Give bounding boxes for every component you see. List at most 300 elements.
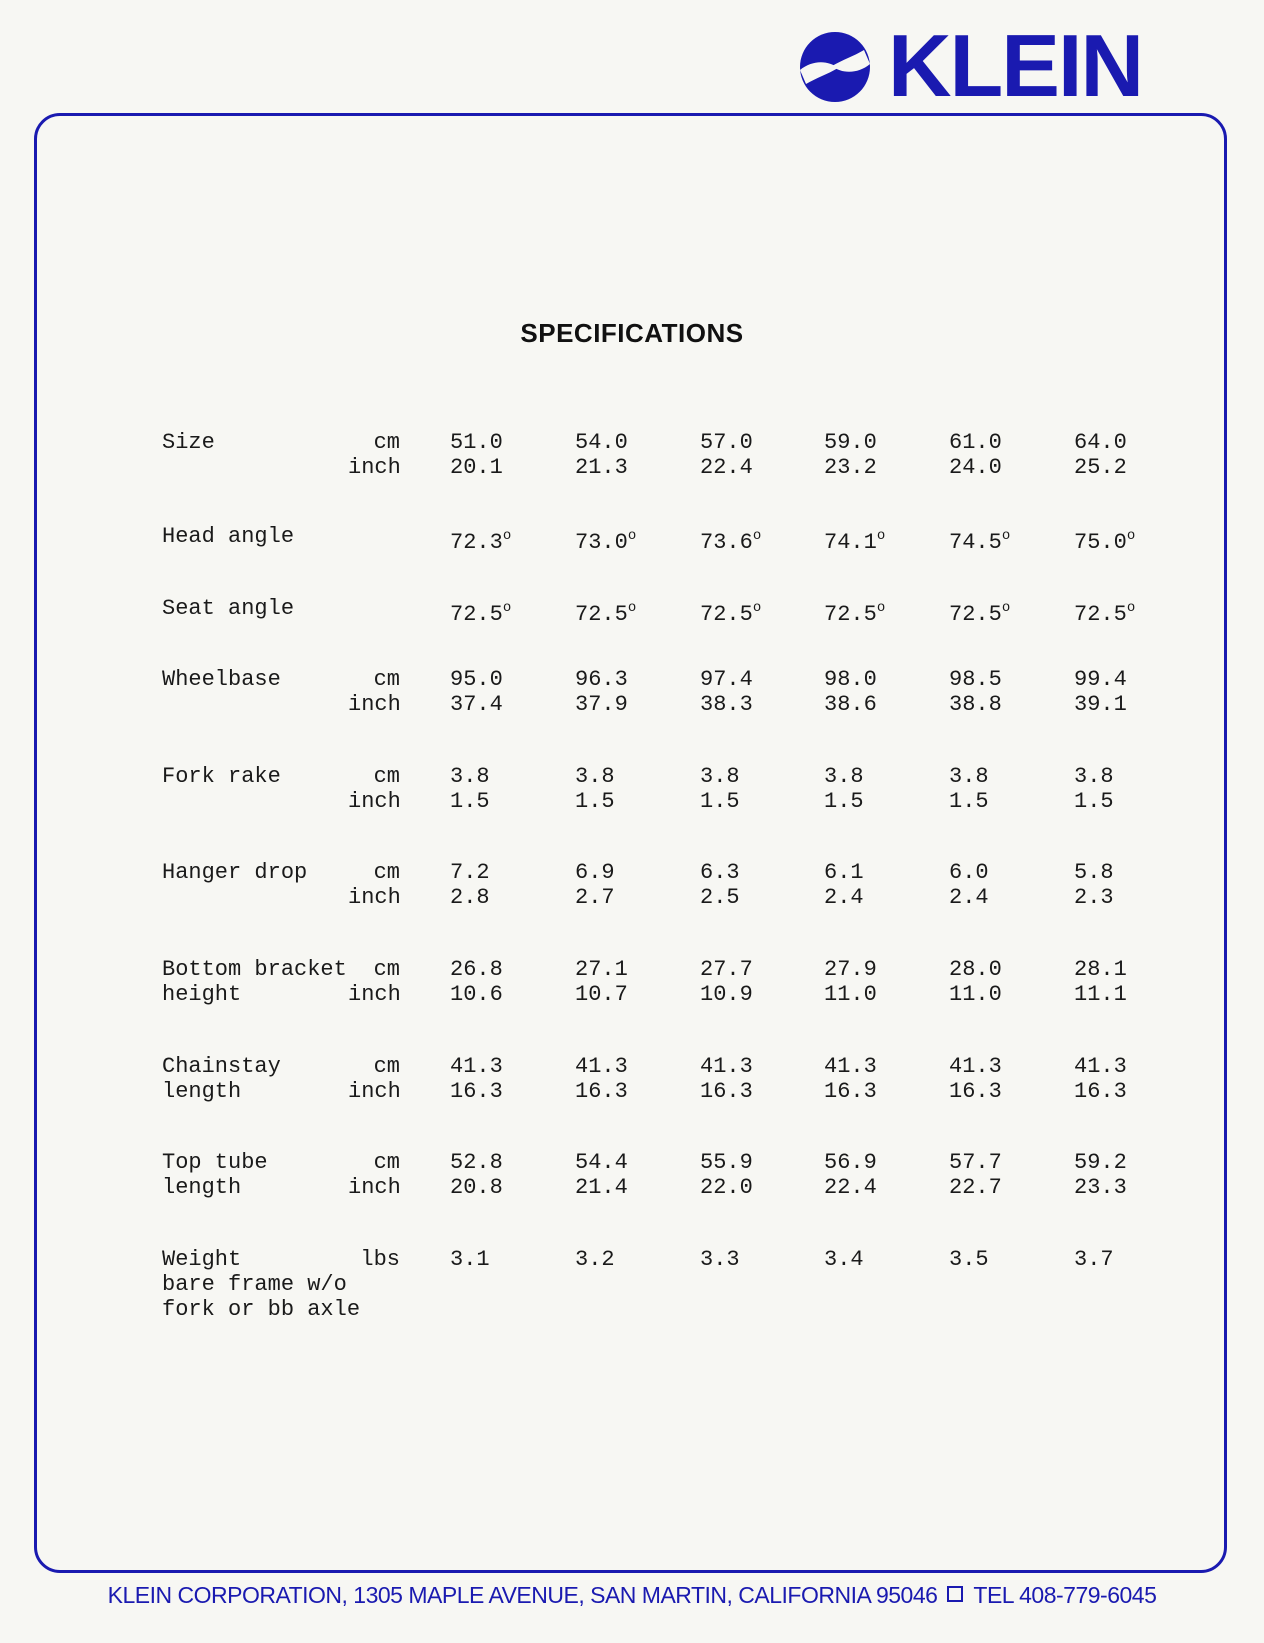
spec-value-number: 3.8	[1074, 764, 1114, 789]
spec-label	[162, 524, 294, 549]
spec-value-number: 97.4	[700, 667, 753, 692]
spec-value	[450, 885, 490, 910]
degree-mark: o	[752, 600, 762, 616]
spec-value-cell	[575, 430, 628, 480]
spec-value-number: 61.0	[949, 430, 1002, 455]
spec-value-number: 2.3	[1074, 885, 1114, 910]
spec-value-number: 38.8	[949, 692, 1002, 717]
spec-value	[700, 957, 753, 982]
klein-swirl-logo-icon	[798, 30, 872, 104]
spec-value	[700, 524, 761, 555]
spec-value	[824, 885, 864, 910]
spec-value-cell	[824, 764, 864, 814]
spec-value-cell	[1074, 957, 1127, 1007]
spec-value-number: 2.4	[949, 885, 989, 910]
spec-value	[1074, 430, 1127, 455]
spec-value-number: 72.5	[1074, 602, 1127, 627]
spec-value-cell	[949, 667, 1002, 717]
spec-value-number: 24.0	[949, 455, 1002, 480]
spec-value	[450, 860, 490, 885]
spec-value-cell	[824, 1150, 877, 1200]
spec-value	[575, 789, 615, 814]
spec-label	[162, 1054, 281, 1104]
spec-value	[450, 764, 490, 789]
spec-value	[700, 1247, 740, 1272]
spec-value-number: 22.7	[949, 1175, 1002, 1200]
spec-units	[348, 764, 400, 814]
spec-value-number: 41.3	[450, 1054, 503, 1079]
spec-value-number: 56.9	[824, 1150, 877, 1175]
spec-value	[575, 885, 615, 910]
spec-value-number: 16.3	[450, 1079, 503, 1104]
spec-value	[450, 1054, 503, 1079]
spec-unit: cm	[373, 1150, 400, 1175]
spec-value-number: 16.3	[575, 1079, 628, 1104]
spec-value-number: 3.3	[700, 1247, 740, 1272]
spec-value	[824, 524, 885, 555]
spec-value	[700, 860, 740, 885]
spec-unit: inch	[348, 982, 401, 1007]
spec-value-number: 3.2	[575, 1247, 615, 1272]
spec-value	[949, 1175, 1002, 1200]
spec-value-cell	[700, 764, 740, 814]
spec-units	[348, 957, 400, 1007]
spec-label-line: Chainstay	[162, 1054, 281, 1079]
spec-value	[824, 667, 877, 692]
spec-label	[162, 596, 294, 621]
spec-value-number: 1.5	[700, 789, 740, 814]
spec-value	[450, 455, 503, 480]
spec-value	[575, 1247, 615, 1272]
spec-value	[949, 1079, 1002, 1104]
spec-value-number: 22.0	[700, 1175, 753, 1200]
spec-value-number: 3.8	[824, 764, 864, 789]
spec-value-number: 95.0	[450, 667, 503, 692]
spec-value	[575, 692, 628, 717]
spec-value-cell	[450, 667, 503, 717]
spec-value-cell	[949, 1150, 1002, 1200]
spec-label-line: Fork rake	[162, 764, 281, 789]
spec-value	[1074, 860, 1114, 885]
spec-unit: inch	[348, 455, 401, 480]
spec-value-cell	[1074, 1150, 1127, 1200]
spec-value-cell	[575, 596, 636, 627]
spec-value-number: 6.3	[700, 860, 740, 885]
spec-value-number: 16.3	[700, 1079, 753, 1104]
spec-value-number: 72.5	[575, 602, 628, 627]
spec-value-cell	[700, 667, 753, 717]
spec-value	[450, 430, 503, 455]
degree-mark: o	[876, 600, 886, 616]
spec-value-number: 41.3	[575, 1054, 628, 1079]
spec-value	[700, 455, 753, 480]
spec-value-number: 1.5	[450, 789, 490, 814]
spec-value-number: 7.2	[450, 860, 490, 885]
spec-value-cell	[700, 1247, 740, 1272]
spec-value	[1074, 789, 1114, 814]
spec-value	[700, 692, 753, 717]
spec-label-line: height	[162, 982, 242, 1007]
spec-value-number: 98.0	[824, 667, 877, 692]
spec-value-cell	[824, 957, 877, 1007]
spec-value	[824, 430, 877, 455]
spec-value	[575, 957, 628, 982]
spec-value	[575, 596, 636, 627]
spec-value	[949, 764, 989, 789]
spec-label-line: Bottom bracket	[162, 957, 347, 982]
spec-value	[824, 1079, 877, 1104]
spec-value	[450, 982, 503, 1007]
spec-label-line: length	[162, 1175, 242, 1200]
spec-unit: inch	[348, 885, 401, 910]
spec-label-line: Seat angle	[162, 596, 295, 621]
spec-value	[1074, 957, 1127, 982]
spec-label	[162, 764, 281, 789]
spec-value	[450, 1150, 503, 1175]
spec-value-cell	[949, 1054, 1002, 1104]
spec-value-cell	[575, 1247, 615, 1272]
spec-value-number: 11.0	[949, 982, 1002, 1007]
spec-value	[824, 1247, 864, 1272]
spec-value	[450, 1175, 503, 1200]
spec-label-line: Top tube	[162, 1150, 268, 1175]
spec-value	[949, 455, 1002, 480]
spec-value	[575, 455, 628, 480]
spec-value-number: 27.7	[700, 957, 753, 982]
spec-value-number: 72.5	[450, 602, 503, 627]
spec-unit: inch	[348, 692, 401, 717]
spec-value-cell	[575, 764, 615, 814]
spec-value-cell	[949, 430, 1002, 480]
spec-value-cell	[1074, 1247, 1114, 1272]
spec-value-number: 3.8	[575, 764, 615, 789]
spec-value-number: 3.5	[949, 1247, 989, 1272]
footer	[0, 1582, 1264, 1609]
spec-value	[575, 667, 628, 692]
spec-value-number: 23.2	[824, 455, 877, 480]
spec-value-number: 54.0	[575, 430, 628, 455]
spec-value	[949, 860, 989, 885]
spec-value-number: 22.4	[700, 455, 753, 480]
spec-units	[348, 667, 400, 717]
spec-value-number: 98.5	[949, 667, 1002, 692]
spec-value	[949, 1247, 989, 1272]
spec-value	[1074, 455, 1127, 480]
spec-value-cell	[824, 860, 864, 910]
spec-value	[700, 885, 740, 910]
spec-value	[949, 1150, 1002, 1175]
spec-value-number: 1.5	[949, 789, 989, 814]
spec-value	[450, 957, 503, 982]
spec-value-number: 10.6	[450, 982, 503, 1007]
spec-value-number: 22.4	[824, 1175, 877, 1200]
spec-value-number: 73.6	[700, 530, 753, 555]
spec-value-cell	[949, 524, 1010, 555]
spec-value-cell	[949, 596, 1010, 627]
spec-label	[162, 667, 281, 692]
spec-unit: lbs	[360, 1247, 400, 1272]
spec-value-number: 6.9	[575, 860, 615, 885]
spec-value	[450, 667, 503, 692]
spec-value	[1074, 1247, 1114, 1272]
spec-value-number: 38.6	[824, 692, 877, 717]
spec-value-cell	[575, 957, 628, 1007]
spec-value-number: 10.9	[700, 982, 753, 1007]
spec-label-line: Hanger drop	[162, 860, 308, 885]
spec-value	[824, 692, 877, 717]
spec-value	[575, 1079, 628, 1104]
spec-value-number: 72.5	[700, 602, 753, 627]
spec-label	[162, 1150, 268, 1200]
spec-value	[700, 1079, 753, 1104]
spec-value	[1074, 692, 1127, 717]
spec-label-line: Wheelbase	[162, 667, 281, 692]
spec-value	[824, 860, 864, 885]
degree-mark: o	[752, 528, 762, 544]
spec-value	[575, 1150, 628, 1175]
spec-label-line: fork or bb axle	[162, 1297, 361, 1322]
spec-value	[1074, 596, 1135, 627]
degree-mark: o	[627, 528, 637, 544]
footer-address: KLEIN CORPORATION, 1305 MAPLE AVENUE, SAN MARTIN, CALIFORNIA 95046	[107, 1582, 938, 1608]
spec-label	[162, 957, 347, 1007]
spec-value-cell	[450, 524, 511, 555]
spec-value-cell	[575, 667, 628, 717]
spec-value	[575, 430, 628, 455]
spec-value-cell	[450, 596, 511, 627]
spec-units	[348, 1150, 400, 1200]
spec-value-number: 28.1	[1074, 957, 1127, 982]
spec-value	[1074, 982, 1127, 1007]
spec-value	[949, 667, 1002, 692]
spec-value-cell	[824, 596, 885, 627]
spec-value-number: 99.4	[1074, 667, 1127, 692]
spec-value-number: 1.5	[824, 789, 864, 814]
spec-value-cell	[575, 524, 636, 555]
spec-value-cell	[949, 957, 1002, 1007]
spec-value	[949, 692, 1002, 717]
spec-value-number: 3.8	[700, 764, 740, 789]
spec-value	[700, 789, 740, 814]
degree-mark: o	[1001, 528, 1011, 544]
spec-value-number: 21.3	[575, 455, 628, 480]
spec-value	[824, 789, 864, 814]
spec-value-number: 26.8	[450, 957, 503, 982]
spec-value	[1074, 1054, 1127, 1079]
spec-value-cell	[824, 1054, 877, 1104]
spec-value-number: 16.3	[949, 1079, 1002, 1104]
spec-value-number: 25.2	[1074, 455, 1127, 480]
spec-value-number: 28.0	[949, 957, 1002, 982]
spec-value-number: 6.0	[949, 860, 989, 885]
spec-value-cell	[700, 957, 753, 1007]
spec-value	[949, 982, 1002, 1007]
spec-label-line: Head angle	[162, 524, 295, 549]
spec-value	[949, 789, 989, 814]
spec-value-cell	[1074, 1054, 1127, 1104]
spec-value-cell	[1074, 430, 1127, 480]
spec-value-number: 72.5	[949, 602, 1002, 627]
spec-value-number: 11.1	[1074, 982, 1127, 1007]
spec-value-cell	[700, 860, 740, 910]
spec-value	[575, 1175, 628, 1200]
spec-value	[824, 455, 877, 480]
spec-value-cell	[1074, 764, 1114, 814]
spec-value	[450, 524, 511, 555]
spec-value-cell	[949, 764, 989, 814]
spec-value	[700, 430, 753, 455]
spec-value-cell	[1074, 667, 1127, 717]
spec-value-number: 16.3	[824, 1079, 877, 1104]
spec-value-cell	[949, 1247, 989, 1272]
spec-value-number: 59.2	[1074, 1150, 1127, 1175]
spec-value-cell	[450, 430, 503, 480]
spec-units	[348, 430, 400, 480]
spec-value-number: 72.3	[450, 530, 503, 555]
spec-value-cell	[450, 1150, 503, 1200]
spec-value-number: 39.1	[1074, 692, 1127, 717]
spec-value-cell	[450, 957, 503, 1007]
spec-units	[348, 860, 400, 910]
spec-value-number: 3.8	[450, 764, 490, 789]
spec-value-number: 20.8	[450, 1175, 503, 1200]
spec-value	[700, 667, 753, 692]
spec-unit: inch	[348, 1079, 401, 1104]
spec-label-line: bare frame w/o	[162, 1272, 347, 1297]
spec-label	[162, 1247, 360, 1322]
spec-value-number: 72.5	[824, 602, 877, 627]
page-title: SPECIFICATIONS	[520, 318, 744, 348]
spec-label-line: Size	[162, 430, 215, 455]
spec-value	[1074, 667, 1127, 692]
spec-value	[824, 1150, 877, 1175]
spec-value-number: 27.1	[575, 957, 628, 982]
spec-value-number: 64.0	[1074, 430, 1127, 455]
spec-value-cell	[700, 596, 761, 627]
spec-value-cell	[700, 1150, 753, 1200]
spec-value	[824, 957, 877, 982]
spec-unit: inch	[348, 789, 401, 814]
spec-value	[824, 1054, 877, 1079]
spec-value-number: 2.5	[700, 885, 740, 910]
spec-value-cell	[575, 1054, 628, 1104]
spec-value-cell	[1074, 860, 1114, 910]
spec-units	[348, 1054, 400, 1104]
spec-value	[575, 1054, 628, 1079]
spec-value	[949, 596, 1010, 627]
spec-value	[575, 764, 615, 789]
spec-value-cell	[824, 430, 877, 480]
spec-value-cell	[450, 860, 490, 910]
spec-value	[450, 1079, 503, 1104]
spec-value-cell	[700, 1054, 753, 1104]
spec-value-cell	[1074, 596, 1135, 627]
spec-value-number: 41.3	[824, 1054, 877, 1079]
spec-value	[1074, 524, 1135, 555]
spec-value-number: 37.4	[450, 692, 503, 717]
spec-unit: cm	[373, 764, 400, 789]
spec-value	[1074, 1175, 1127, 1200]
spec-value-number: 27.9	[824, 957, 877, 982]
spec-value-cell	[450, 764, 490, 814]
spec-value-number: 54.4	[575, 1150, 628, 1175]
spec-value-number: 10.7	[575, 982, 628, 1007]
degree-mark: o	[502, 600, 512, 616]
spec-value-number: 55.9	[700, 1150, 753, 1175]
spec-units	[348, 1247, 400, 1272]
spec-value	[949, 1054, 1002, 1079]
spec-value-number: 16.3	[1074, 1079, 1127, 1104]
square-bullet-icon	[947, 1586, 963, 1602]
spec-value	[700, 596, 761, 627]
spec-value	[450, 692, 503, 717]
spec-label	[162, 430, 215, 455]
spec-value	[949, 430, 1002, 455]
spec-value-number: 11.0	[824, 982, 877, 1007]
spec-value-number: 37.9	[575, 692, 628, 717]
spec-value-cell	[575, 1150, 628, 1200]
spec-value	[824, 982, 877, 1007]
spec-unit: cm	[373, 430, 400, 455]
spec-value-cell	[1074, 524, 1135, 555]
spec-label-line: length	[162, 1079, 242, 1104]
spec-value	[700, 1054, 753, 1079]
spec-value-number: 3.8	[949, 764, 989, 789]
klein-logo	[798, 16, 1198, 115]
spec-value-cell	[949, 860, 989, 910]
spec-value-number: 74.1	[824, 530, 877, 555]
spec-value-number: 1.5	[575, 789, 615, 814]
spec-value-cell	[575, 860, 615, 910]
spec-value	[949, 524, 1010, 555]
spec-value-number: 41.3	[1074, 1054, 1127, 1079]
spec-value	[1074, 1079, 1127, 1104]
spec-value-number: 52.8	[450, 1150, 503, 1175]
spec-value	[949, 885, 989, 910]
spec-value-cell	[700, 524, 761, 555]
spec-value	[450, 1247, 490, 1272]
spec-value-number: 59.0	[824, 430, 877, 455]
spec-value-number: 23.3	[1074, 1175, 1127, 1200]
spec-unit: cm	[373, 957, 400, 982]
spec-value	[575, 860, 615, 885]
spec-value-number: 20.1	[450, 455, 503, 480]
footer-phone: TEL 408-779-6045	[973, 1582, 1157, 1608]
spec-value-cell	[700, 430, 753, 480]
spec-value-number: 1.5	[1074, 789, 1114, 814]
spec-value-number: 57.7	[949, 1150, 1002, 1175]
spec-value	[1074, 1150, 1127, 1175]
spec-value	[700, 1175, 753, 1200]
spec-value-number: 6.1	[824, 860, 864, 885]
spec-value	[700, 764, 740, 789]
spec-value	[700, 982, 753, 1007]
spec-value-number: 96.3	[575, 667, 628, 692]
degree-mark: o	[1001, 600, 1011, 616]
spec-value	[1074, 764, 1114, 789]
spec-value-number: 21.4	[575, 1175, 628, 1200]
degree-mark: o	[502, 528, 512, 544]
spec-value-number: 41.3	[700, 1054, 753, 1079]
spec-value-cell	[824, 1247, 864, 1272]
spec-value-number: 75.0	[1074, 530, 1127, 555]
spec-value-number: 73.0	[575, 530, 628, 555]
spec-unit: cm	[373, 1054, 400, 1079]
spec-value-number: 5.8	[1074, 860, 1114, 885]
spec-value	[824, 596, 885, 627]
spec-value	[700, 1150, 753, 1175]
spec-value	[575, 524, 636, 555]
